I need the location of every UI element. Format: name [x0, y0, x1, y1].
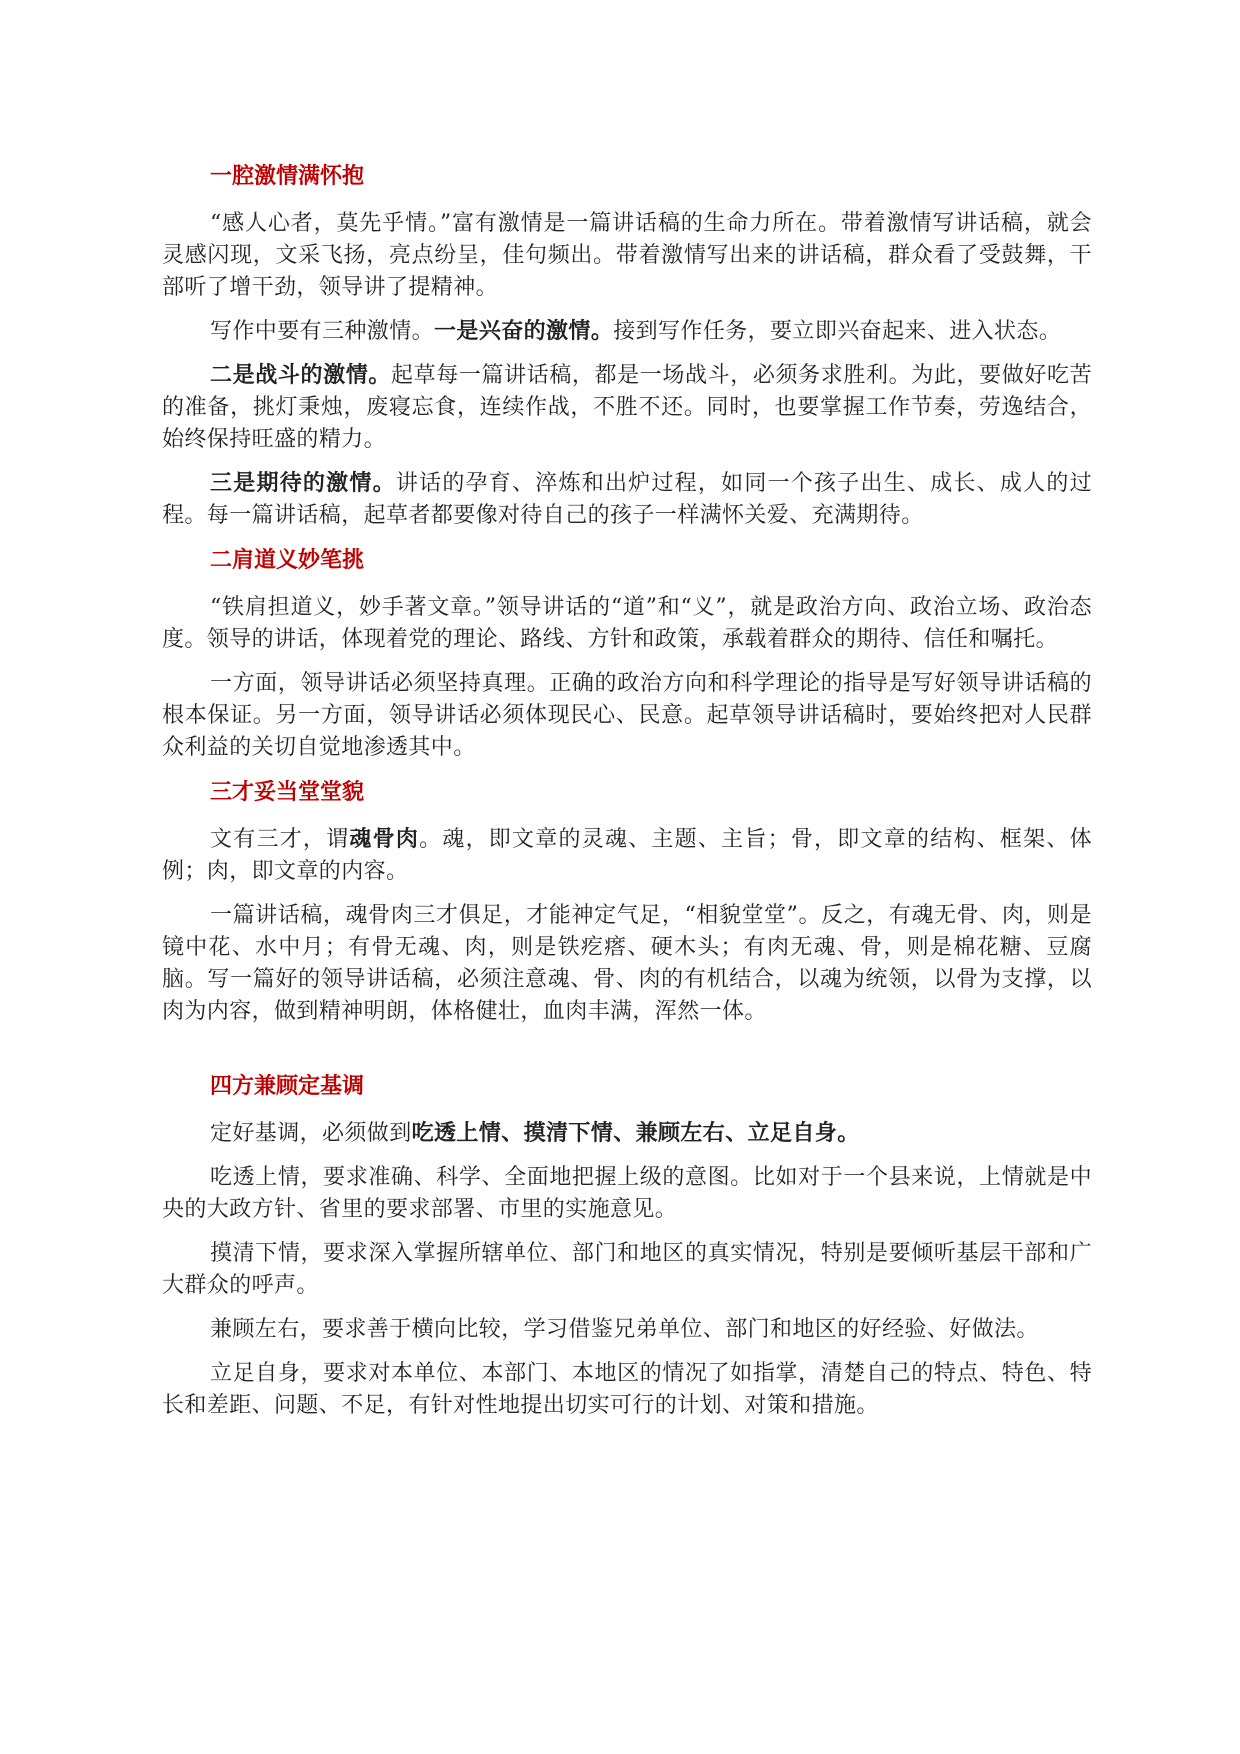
section-heading-4: 四方兼顾定基调 [210, 1074, 365, 1099]
paragraph: 立足自身，要求对本单位、本部门、本地区的情况了如指掌，清楚自己的特点、特色、特长和差距、问题、不足，有针对性地提出切实可行的计划、对策和措施。 [162, 1361, 1092, 1418]
paragraph: “铁肩担道义，妙手著文章。”领导讲话的“道”和“义”，就是政治方向、政治立场、政治态度。领导的讲话，体现着党的理论、路线、方针和政策，承载着群众的期待、信任和嘱托。 [162, 595, 1092, 652]
document-page [162, 160, 1092, 1422]
bold-phrase: 一是兴奋的激情。 [434, 319, 614, 344]
bold-phrase: 二是战斗的激情。 [210, 363, 391, 388]
paragraph: 一篇讲话稿，魂骨肉三才俱足，才能神定气足，“相貌堂堂”。反之，有魂无骨、肉，则是镜中花、水中月；有骨无魂、肉，则是铁疙瘩、硬木头；有肉无魂、骨，则是棉花糖、豆腐脑。写一篇好的领导讲话稿，必须注意魂、骨、肉的有机结合，以魂为统领，以骨为支撑，以肉为内容，做到精神明朗，体格健壮，血肉丰满，浑然一体。 [162, 903, 1092, 1024]
paragraph: 摸清下情，要求深入掌握所辖单位、部门和地区的真实情况，特别是要倾听基层干部和广大群众的呼声。 [162, 1241, 1092, 1298]
paragraph: 三是期待的激情。讲话的孕育、淬炼和出炉过程，如同一个孩子出生、成长、成人的过程。每一篇讲话稿，起草者都要像对待自己的孩子一样满怀关爱、充满期待。 [162, 471, 1092, 528]
section-heading-1: 一腔激情满怀抱 [210, 164, 365, 189]
paragraph: 兼顾左右，要求善于横向比较，学习借鉴兄弟单位、部门和地区的好经验、好做法。 [210, 1317, 1039, 1342]
paragraph: 一方面，领导讲话必须坚持真理。正确的政治方向和科学理论的指导是写好领导讲话稿的根本保证。另一方面，领导讲话必须体现民心、民意。起草领导讲话稿时，要始终把对人民群众利益的关切自觉地渗透其中。 [162, 671, 1092, 760]
paragraph: 文有三才，谓魂骨肉。魂，即文章的灵魂、主题、主旨；骨，即文章的结构、框架、体例；肉，即文章的内容。 [162, 827, 1093, 884]
bold-phrase: 三是期待的激情。 [210, 471, 396, 496]
paragraph: 吃透上情，要求准确、科学、全面地把握上级的意图。比如对于一个县来说，上情就是中央的大政方针、省里的要求部署、市里的实施意见。 [162, 1165, 1092, 1222]
paragraph: “感人心者，莫先乎情。”富有激情是一篇讲话稿的生命力所在。带着激情写讲话稿，就会灵感闪现，文采飞扬，亮点纷呈，佳句频出。带着激情写出来的讲话稿，群众看了受鼓舞，干部听了增干劲，领导讲了提精神。 [162, 211, 1092, 300]
section-heading-2: 二肩道义妙笔挑 [210, 548, 365, 573]
bold-phrase: 吃透上情、摸清下情、兼顾左右、立足自身。 [411, 1121, 860, 1146]
paragraph: 定好基调，必须做到吃透上情、摸清下情、兼顾左右、立足自身。 [210, 1121, 860, 1146]
paragraph: 二是战斗的激情。起草每一篇讲话稿，都是一场战斗，必须务求胜利。为此，要做好吃苦的准备，挑灯秉烛，废寝忘食，连续作战，不胜不还。同时，也要掌握工作节奏，劳逸结合，始终保持旺盛的精力。 [162, 363, 1092, 452]
section-heading-3: 三才妥当堂堂貌 [210, 780, 365, 805]
bold-phrase: 魂骨肉 [349, 827, 420, 852]
paragraph: 写作中要有三种激情。一是兴奋的激情。接到写作任务，要立即兴奋起来、进入状态。 [210, 319, 1062, 344]
